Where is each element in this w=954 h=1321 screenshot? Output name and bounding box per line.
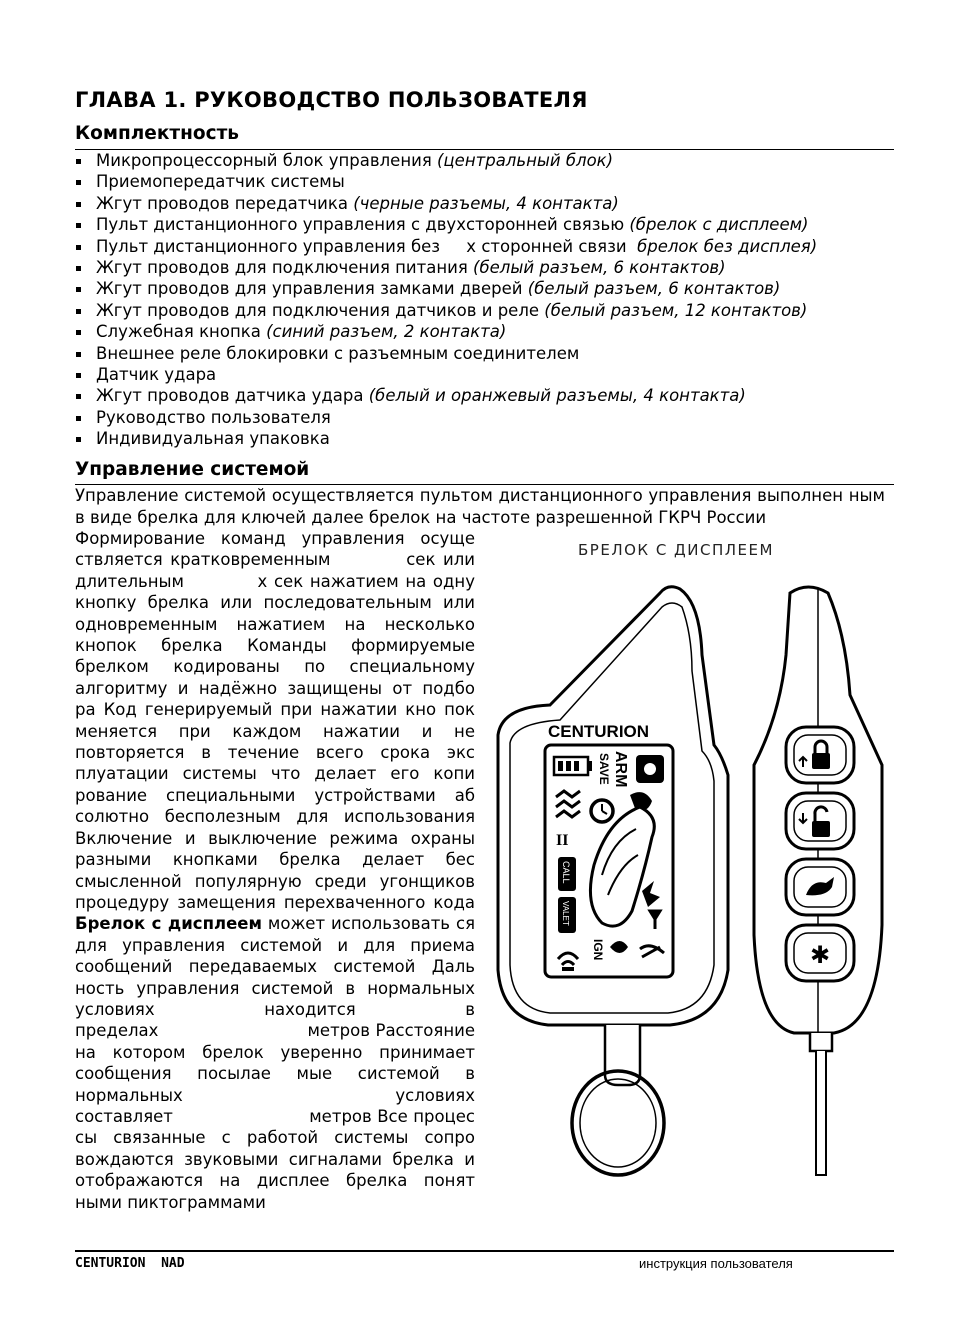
footer-doc-type: инструкция пользователя [639, 1256, 793, 1271]
kit-item-note: (центральный блок) [437, 151, 614, 170]
paragraph-display-fob [75, 913, 475, 1213]
chapter-title: ГЛАВА 1. РУКОВОДСТВО ПОЛЬЗОВАТЕЛЯ [75, 88, 588, 112]
bullet-icon [75, 214, 96, 235]
kit-item [75, 214, 817, 235]
kit-item-text: Внешнее реле блокировки с разъемным соединителем [96, 343, 580, 363]
kit-item-text: Жгут проводов передатчика [96, 193, 354, 213]
kit-item-text: Индивидуальная упаковка [96, 429, 330, 449]
kit-item-text: Жгут проводов для подключения питания [96, 257, 474, 277]
kit-item [75, 257, 817, 278]
bullet-icon [75, 407, 96, 428]
bullet-icon [75, 171, 96, 192]
kit-item-note: (белый разъем, 6 контактов) [527, 279, 781, 299]
kit-item-text: Служебная кнопка [96, 322, 267, 342]
kit-item [75, 385, 817, 406]
svg-text:VALET: VALET [561, 901, 570, 926]
bullet-icon [75, 257, 96, 278]
figure-caption: БРЕЛОК С ДИСПЛЕЕМ [578, 541, 774, 559]
kit-item-text: Датчик удара [96, 364, 217, 384]
kit-item-note: (синий разъем, 2 контакта) [266, 322, 507, 342]
kit-item-note: (белый и оранжевый разъемы, 4 контакта) [368, 386, 746, 406]
kit-item-text: Жгут проводов для подключения датчиков и реле [96, 300, 545, 320]
kit-item-text: Приемопередатчик системы [96, 172, 345, 192]
kit-item [75, 321, 817, 342]
kit-item [75, 278, 817, 299]
kit-item-note: (черные разъемы, 4 контакта) [353, 193, 619, 213]
bullet-icon [75, 236, 96, 257]
kit-item-text: Жгут проводов датчика удара [96, 386, 369, 406]
bullet-icon [75, 385, 96, 406]
control-intro: Управление системой осуществляется пультом дистанционного управления выполнен ным в виде брелка для ключей далее брелок на частоте разрешенной ГКРЧ России [75, 486, 885, 527]
kit-item-note: (брелок с дисплеем) [629, 215, 809, 235]
key-fob-illustration [490, 575, 890, 1180]
kit-item-text: Руководство пользователя [96, 407, 331, 427]
kit-item-text: Пульт дистанционного управления без х сторонней связи [96, 236, 638, 256]
bullet-icon [75, 278, 96, 299]
kit-list [75, 150, 817, 449]
key-ring [572, 1071, 664, 1175]
lcd-label-arm: ARM [612, 751, 629, 788]
bullet-icon [75, 364, 96, 385]
bullet-icon [75, 343, 96, 364]
kit-item [75, 428, 817, 449]
kit-item [75, 407, 817, 428]
kit-item [75, 300, 817, 321]
bullet-icon [75, 428, 96, 449]
kit-item-text: Пульт дистанционного управления с двухсторонней связью [96, 215, 630, 235]
section-kit-title: Комплектность [75, 123, 239, 144]
display-fob-text: может использовать ся для управления системой и для приема сообщений передаваемых системой Даль ность управления системой в нормальных условиях находится в пределах метров Расстояние на котором брелок уверенно принимает сообщения посылае мые системой в нормальных условиях составляет метров Все процес сы связанные с работой системы сопро вождаются звуковыми сигналами брелка и отображаются на дисплее брелка понят ными пиктограммами [75, 914, 475, 1212]
kit-item [75, 364, 817, 385]
pause-icon: II [556, 832, 569, 849]
bullet-icon [75, 300, 96, 321]
brand-label: CENTURION [548, 722, 650, 741]
kit-item-text: Жгут проводов для управления замками дверей [96, 279, 528, 299]
lock-button [786, 727, 854, 783]
bullet-icon [75, 150, 96, 171]
paragraph-arming: Включение и выключение режима охраны разными кнопками брелка делает бес смысленной популярную среди угонщиков процедуру замещения перехваченного кода [75, 828, 475, 912]
paragraph-commands: Формирование команд управления осуще ствляется кратковременным сек или длительным х сек нажатием на одну кнопку брелка или последовательным или одновременным нажатием на несколько кнопок брелка Команды формируемые брелком кодированы по специальному алгоритму и надёжно защищены от подбо ра Код генерируемый при нажатии кно пок меняется при каждом нажатии и не повторяется в течение всего срока экс плуатации системы что делает его копи рование специальными устройствами аб солютно бесполезным для использования [75, 529, 475, 827]
kit-item [75, 171, 817, 192]
svg-text:CALL: CALL [561, 861, 571, 884]
kit-item [75, 193, 817, 214]
kit-item-text: Микропроцессорный блок управления [96, 151, 437, 170]
kit-item-note: (белый разъем, 12 контактов) [544, 300, 808, 320]
kit-item [75, 150, 817, 171]
svg-text:✱: ✱ [809, 941, 831, 969]
lcd-label-ign: IGN [591, 939, 605, 961]
lcd-label-save: SAVE [597, 753, 611, 785]
kit-item [75, 343, 817, 364]
footer-divider [75, 1250, 894, 1252]
footer-product: CENTURION NAD [75, 1256, 185, 1271]
kit-item [75, 236, 817, 257]
bullet-icon [75, 193, 96, 214]
display-fob-term: Брелок с дисплеем [75, 914, 262, 934]
control-text-column [75, 528, 475, 1213]
section-control-title: Управление системой [75, 459, 310, 480]
trunk-button [786, 859, 854, 915]
bullet-icon [75, 321, 96, 342]
unlock-button [786, 793, 854, 849]
kit-item-note: (белый разъем, 6 контактов) [473, 257, 726, 277]
star-button [786, 925, 854, 981]
vibration-icon [556, 791, 580, 817]
kit-item-note: брелок без дисплея) [637, 236, 818, 256]
